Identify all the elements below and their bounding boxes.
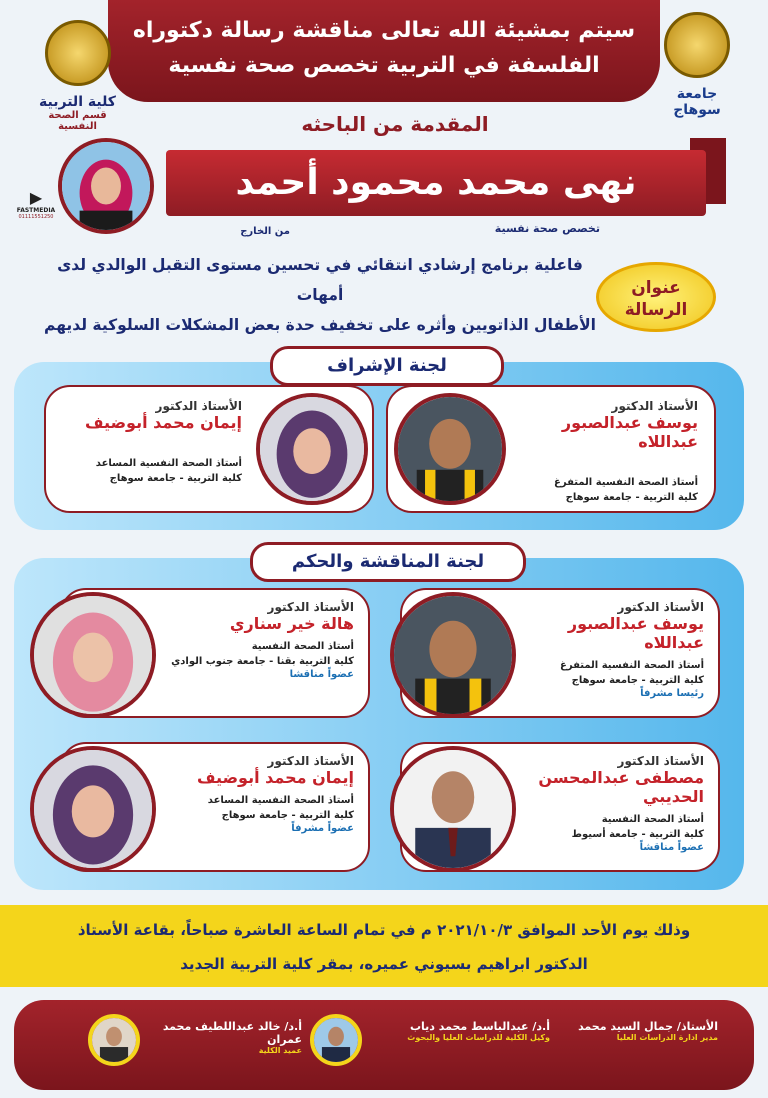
footer-person-3-photo [88, 1014, 140, 1066]
header-banner [108, 0, 660, 102]
footer-person-2-name: أ.د/ عبدالباسط محمد دياب [409, 1020, 550, 1033]
footer-person-2-role: وكيل الكلية للدراسات العليا والبحوث [407, 1033, 550, 1042]
committee-3-tag: عضواً مناقشاً [639, 842, 704, 853]
footer-person-3-name: أ.د/ خالد عبداللطيف محمد عمران [162, 1020, 302, 1046]
faculty-caption: كلية التربية [39, 94, 116, 110]
committee-1-role-1: أستاذ الصحة النفسية المتفرغ [560, 660, 704, 671]
supervisor-2-role-1: أستاذ الصحة النفسية المساعد [95, 458, 242, 469]
university-logo [662, 12, 732, 118]
fastmedia-icon: ▶ [29, 188, 43, 207]
committee-4-photo [30, 746, 156, 872]
thesis-label-line-1: عنوان [631, 278, 681, 298]
university-caption: جامعة سوهاج [673, 86, 721, 118]
committee-2-title: الأستاذ الدكتور [267, 600, 354, 614]
faculty-seal-icon [45, 20, 111, 86]
thesis-title-line-1: فاعلية برنامج إرشادي انتقائي في تحسين مستوى التقبل الوالدي لدى أمهات [57, 256, 583, 304]
supervisor-1-title: الأستاذ الدكتور [611, 399, 698, 413]
supervisor-2-title: الأستاذ الدكتور [155, 399, 242, 413]
footer-person-3-role: عميد الكلية [258, 1046, 302, 1055]
committee-card-3 [400, 742, 720, 872]
supervisor-2-name: إيمان محمد أبوضيف [85, 413, 242, 432]
committee-3-title: الأستاذ الدكتور [617, 754, 704, 768]
committee-card-1 [400, 588, 720, 718]
committee-2-name: هالة خير سناري [229, 614, 354, 633]
committee-2-role-2: كلية التربية بقنا - جامعة جنوب الوادي [171, 656, 354, 667]
thesis-label-badge [596, 262, 716, 332]
committee-4-tag: عضواً مشرفاً [291, 823, 354, 834]
committee-1-tag: رئيسا مشرفاً [640, 688, 704, 699]
committee-2-photo [30, 592, 156, 718]
header-line-1: سيتم بمشيئة الله تعالى مناقشة رسالة دكتوراه [132, 18, 636, 43]
committee-2-tag: عضواً مناقشا [289, 669, 354, 680]
thesis-title-line-2: الأطفال الذاتويين وأثره على تخفيف حدة بعض المشكلات السلوكية لديهم [44, 316, 596, 334]
footer-person-1-role: مدير ادارة الدراسات العليا [616, 1033, 718, 1042]
faculty-sub-caption: قسم الصحة النفسية [48, 110, 107, 132]
fastmedia-mark [14, 188, 58, 220]
footer-person-2-photo [310, 1014, 362, 1066]
thesis-title [40, 250, 600, 334]
supervisor-1-name: يوسف عبدالصبور عبداللاه [561, 413, 698, 451]
footer-person-2 [370, 1020, 550, 1042]
committee-card-4 [60, 742, 370, 872]
committee-2-role-1: أستاذ الصحة النفسية [251, 641, 354, 652]
researcher-specialty: تخصص صحة نفسية [494, 222, 600, 235]
supervisor-2-photo [256, 393, 368, 505]
committee-3-name: مصطفى عبدالمحسن الحديبي [538, 768, 704, 806]
researcher-photo [58, 138, 154, 234]
committee-3-photo [390, 746, 516, 872]
committee-4-role-1: أستاذ الصحة النفسية المساعد [207, 795, 354, 806]
committee-4-title: الأستاذ الدكتور [267, 754, 354, 768]
faculty-logo [30, 20, 125, 132]
fastmedia-label: FASTMEDIA [16, 207, 56, 214]
supervisor-1-photo [394, 393, 506, 505]
committee-1-title: الأستاذ الدكتور [617, 600, 704, 614]
header-line-2: الفلسفة في التربية تخصص صحة نفسية [168, 53, 600, 78]
supervisor-1-role-1: أستاذ الصحة النفسية المتفرغ [554, 477, 698, 488]
committee-1-name: يوسف عبدالصبور عبداللاه [567, 614, 704, 652]
committee-heading: لجنة المناقشة والحكم [250, 542, 526, 582]
footer-band [14, 1000, 754, 1090]
committee-1-photo [390, 592, 516, 718]
footer-person-1-name: الأستاذ/ جمال السيد محمد [578, 1020, 718, 1033]
supervisor-2-role-2: كلية التربية - جامعة سوهاج [109, 473, 242, 484]
committee-3-role-2: كلية التربية - جامعة أسيوط [571, 829, 704, 840]
committee-card-2 [60, 588, 370, 718]
schedule-band [0, 905, 768, 987]
researcher-name-banner: نهى محمد محمود أحمد [166, 150, 706, 216]
committee-4-name: إيمان محمد أبوضيف [197, 768, 354, 787]
schedule-line-2: الدكتور ابراهيم بسيوني عميره، بمقر كلية التربية الجديد [180, 955, 588, 973]
footer-person-3 [142, 1020, 302, 1055]
supervisor-card-1 [386, 385, 716, 513]
supervisor-1-role-2: كلية التربية - جامعة سوهاج [565, 492, 698, 503]
fastmedia-phone: 01111551250 [18, 214, 54, 220]
committee-4-role-2: كلية التربية - جامعة سوهاج [221, 810, 354, 821]
supervisor-card-2 [44, 385, 374, 513]
schedule-line-1: وذلك يوم الأحد الموافق ٢٠٢١/١٠/٣ م في تمام الساعة العاشرة صباحاً، بقاعة الأستاذ [77, 921, 691, 939]
thesis-label-line-2: الرسالة [624, 300, 688, 320]
researcher-origin: من الخارج [240, 226, 290, 237]
university-seal-icon [664, 12, 730, 78]
committee-1-role-2: كلية التربية - جامعة سوهاج [571, 675, 704, 686]
committee-3-role-1: أستاذ الصحة النفسية [601, 814, 704, 825]
supervision-heading: لجنة الإشراف [270, 346, 504, 386]
researcher-intro: المقدمة من الباحثه [301, 112, 489, 136]
